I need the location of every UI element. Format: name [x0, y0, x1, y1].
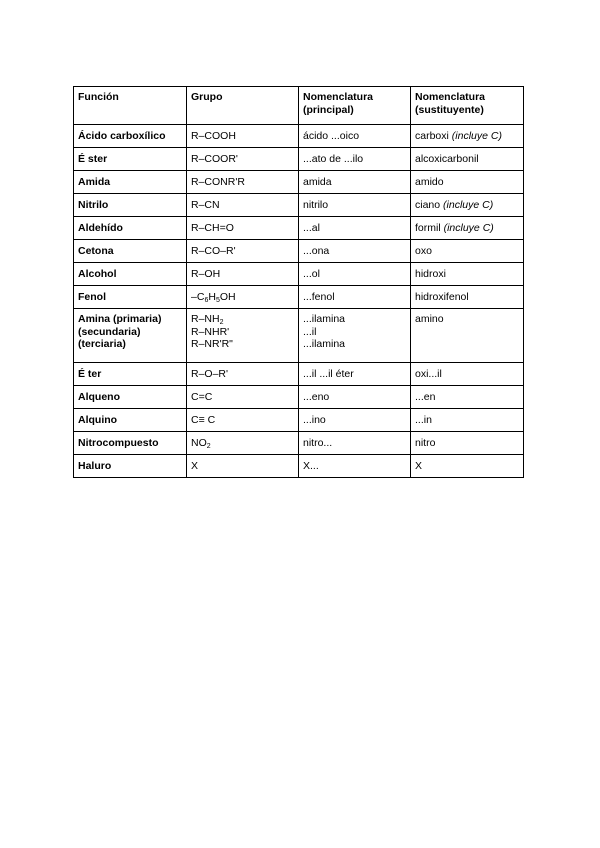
header-grupo: Grupo — [187, 87, 299, 125]
cell-sustituyente: amido — [411, 171, 524, 194]
cell-funcion: Amina (primaria) (secundaria) (terciaria) — [74, 309, 187, 363]
cell-funcion: Nitrocompuesto — [74, 432, 187, 455]
table-row — [74, 309, 524, 363]
cell-grupo: R–O–R' — [187, 363, 299, 386]
table-row — [74, 194, 524, 217]
cell-grupo: R–CN — [187, 194, 299, 217]
cell-principal: ...ino — [299, 409, 411, 432]
table-row — [74, 148, 524, 171]
cell-sustituyente: oxo — [411, 240, 524, 263]
cell-principal: nitrilo — [299, 194, 411, 217]
cell-grupo: R–COOR' — [187, 148, 299, 171]
nomenclature-table — [73, 86, 524, 478]
cell-sustituyente: hidroxi — [411, 263, 524, 286]
cell-funcion: Ácido carboxílico — [74, 125, 187, 148]
cell-sustituyente: ...en — [411, 386, 524, 409]
table-header-row — [74, 87, 524, 125]
cell-grupo: R–CONR'R — [187, 171, 299, 194]
header-funcion: Función — [74, 87, 187, 125]
cell-principal: X... — [299, 455, 411, 478]
cell-funcion: Alcohol — [74, 263, 187, 286]
cell-principal: ...fenol — [299, 286, 411, 309]
cell-funcion: Fenol — [74, 286, 187, 309]
cell-funcion: Haluro — [74, 455, 187, 478]
cell-grupo: $-C_6H_5OH$ — [187, 286, 299, 309]
table-row — [74, 171, 524, 194]
table-row — [74, 286, 524, 309]
cell-principal: ...al — [299, 217, 411, 240]
cell-sustituyente: ciano (incluye C) — [411, 194, 524, 217]
table-row — [74, 263, 524, 286]
header-principal: Nomenclatura (principal) — [299, 87, 411, 125]
cell-sustituyente: formil (incluye C) — [411, 217, 524, 240]
cell-funcion: É ster — [74, 148, 187, 171]
cell-grupo: R–COOH — [187, 125, 299, 148]
table-row — [74, 409, 524, 432]
cell-principal: ácido ...oico — [299, 125, 411, 148]
cell-sustituyente: carboxi (incluye C) — [411, 125, 524, 148]
table-row — [74, 363, 524, 386]
header-sustituyente: Nomenclatura (sustituyente) — [411, 87, 524, 125]
cell-principal: ...il ...il éter — [299, 363, 411, 386]
cell-grupo: C=C — [187, 386, 299, 409]
cell-principal: ...eno — [299, 386, 411, 409]
cell-sustituyente: alcoxicarbonil — [411, 148, 524, 171]
cell-principal: ...ona — [299, 240, 411, 263]
cell-funcion: Aldehído — [74, 217, 187, 240]
table-row — [74, 455, 524, 478]
cell-grupo: R–CO–R' — [187, 240, 299, 263]
cell-grupo: R–OH — [187, 263, 299, 286]
table-row — [74, 125, 524, 148]
cell-grupo: C≡ C — [187, 409, 299, 432]
cell-principal: amida — [299, 171, 411, 194]
table-row — [74, 217, 524, 240]
cell-grupo: R–CH=O — [187, 217, 299, 240]
cell-funcion: Amida — [74, 171, 187, 194]
cell-sustituyente: oxi...il — [411, 363, 524, 386]
table-row — [74, 432, 524, 455]
cell-funcion: Nitrilo — [74, 194, 187, 217]
cell-sustituyente: amino — [411, 309, 524, 363]
cell-funcion: É ter — [74, 363, 187, 386]
cell-grupo: $R-NH_2$ R–NHR' R–NR'R" — [187, 309, 299, 363]
cell-principal: nitro... — [299, 432, 411, 455]
cell-funcion: Alquino — [74, 409, 187, 432]
table-row — [74, 240, 524, 263]
cell-sustituyente: hidroxifenol — [411, 286, 524, 309]
table-row — [74, 386, 524, 409]
cell-funcion: Alqueno — [74, 386, 187, 409]
cell-sustituyente: nitro — [411, 432, 524, 455]
cell-sustituyente: X — [411, 455, 524, 478]
cell-grupo: $NO_2$ — [187, 432, 299, 455]
cell-principal: ...ol — [299, 263, 411, 286]
cell-principal: ...ato de ...ilo — [299, 148, 411, 171]
cell-grupo: X — [187, 455, 299, 478]
cell-principal: ...ilamina ...il ...ilamina — [299, 309, 411, 363]
cell-funcion: Cetona — [74, 240, 187, 263]
cell-sustituyente: ...in — [411, 409, 524, 432]
